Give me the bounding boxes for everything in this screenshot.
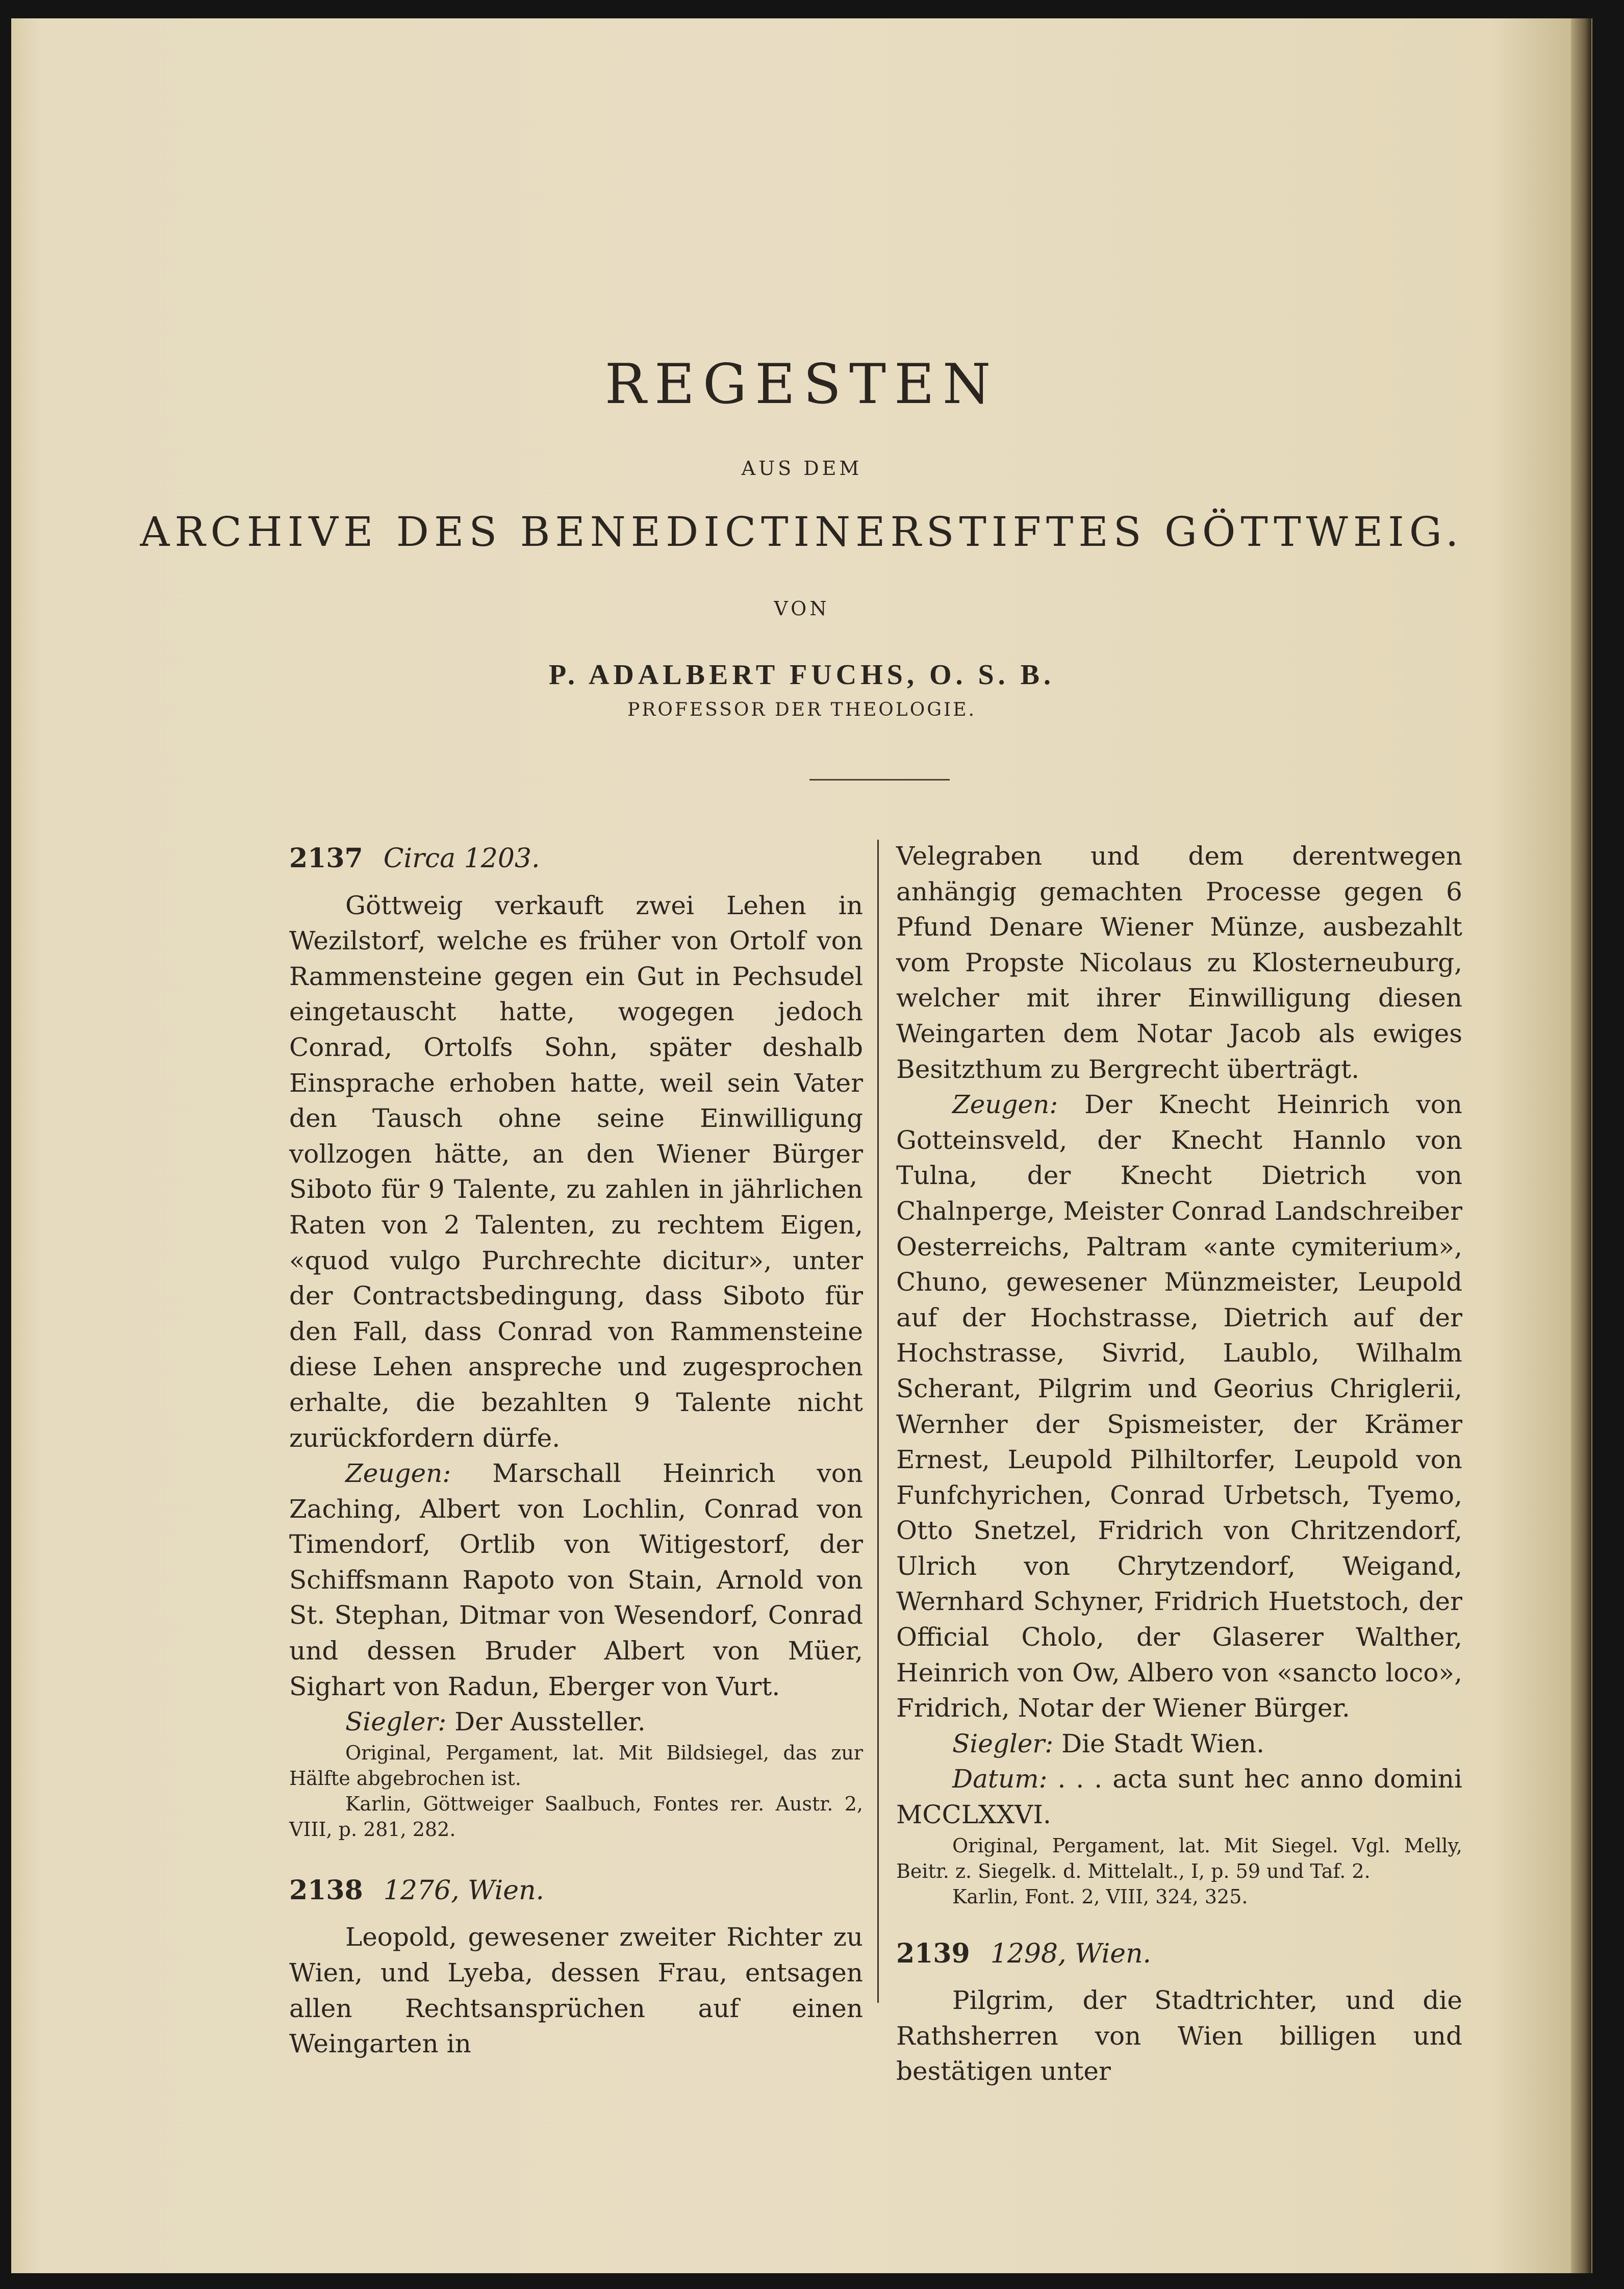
subtitle-aus-dem: AUS DEM [741,457,862,480]
archive-heading: ARCHIVE DES BENEDICTINERSTIFTES GÖTTWEIG. [140,508,1464,556]
entry-heading-2139 [896,1936,1462,1972]
book-page [11,18,1592,2273]
entry-heading-2137 [289,841,863,877]
datum-label: Datum: [952,1764,1048,1794]
entry-text-2137: Göttweig verkauft zwei Lehen in Wezilstorf, welche es früher von Ortolf von Rammensteine gegen ein Gut in Pechsudel eingetauscht hatte, wogegen jedoch Conrad, Ortolfs Sohn, später deshalb Einsprache erhoben hatte, weil sein Vater den Tausch ohne seine Einwilligung vollzogen hätte, an den Wiener Bürger Siboto für 9 Talente, zu zahlen in jährlichen Raten von 2 Talenten, zu rechtem Eigen, «quod vulgo Purchrechte dicitur», unter der Contractsbedingung, dass Siboto für den Fall, dass Conrad von Rammensteine diese Lehen anspreche und zugesprochen erhalte, die bezahlten 9 Talente nicht zurückfordern dürfe. [289,890,863,1453]
datum-text: . . . acta sunt hec anno domini MCCLXXVI. [896,1764,1462,1830]
page-edge-shadow [1571,18,1591,2273]
entry-number: 2138 [289,1874,363,1906]
entry-date: Circa 1203. [383,843,540,874]
author-title: PROFESSOR DER THEOLOGIE. [627,699,976,720]
datum-2138 [896,1762,1462,1832]
zeugen-label: Zeugen: [345,1458,451,1489]
source-note-2137-b: Karlin, Göttweiger Saalbuch, Fontes rer. Austr. 2, VIII, p. 281, 282. [289,1792,863,1841]
siegler-text: Der Aussteller. [446,1707,646,1737]
zeugen-label: Zeugen: [952,1090,1058,1120]
title-divider [809,779,950,781]
zeugen-2137 [289,1456,863,1704]
siegler-label: Siegler: [345,1707,447,1737]
byline-von: VON [774,597,830,620]
siegler-2138 [896,1726,1462,1762]
siegler-2137 [289,1704,863,1740]
entry-heading-2138 [289,1873,863,1909]
column-rule [877,840,879,2003]
source-note-2138-a: Original, Pergament, lat. Mit Siegel. Vgl. Melly, Beitr. z. Siegelk. d. Mittelalt., I, p. 59 und Taf. 2. [896,1834,1462,1882]
entry-text-2138-start: Leopold, gewesener zweiter Richter zu Wien, und Lyeba, dessen Frau, entsagen allen Rechtsansprüchen auf einen Weingarten in [289,1922,863,2059]
entry-text-2138-cont: Velegraben und dem derentwegen anhängig gemachten Processe gegen 6 Pfund Denare Wiener Münze, ausbezahlt vom Propste Nicolaus zu Klosterneuburg, welcher mit ihrer Einwilligung diesen Weingarten dem Notar Jacob als ewiges Besitzthum zu Bergrecht überträgt. [896,841,1462,1084]
zeugen-text: Der Knecht Heinrich von Gotteinsveld, der Knecht Hannlo von Tulna, der Knecht Dietrich von Chalnperge, Meister Conrad Landschreiber Oesterreichs, Paltram «ante cymiterium», Chuno, gewesener Münzmeister, Leupold auf der Hochstrasse, Dietrich auf der Hochstrasse, Sivrid, Laublo, Wilhalm Scherant, Pilgrim und Georius Chriglerii, Wernher der Spismeister, der Krämer Ernest, Leupold Pilhiltorfer, Leupold von Funfchyrichen, Conrad Urbetsch, Tyemo, Otto Snetzel, Fridrich von Chritzendorf, Ulrich von Chrytzendorf, Weigand, Wernhard Schyner, Fridrich Huetstoch, der Official Cholo, der Glaserer Walther, Heinrich von Ow, Albero von «sancto loco», Fridrich, Notar der Wiener Bürger. [896,1090,1462,1723]
zeugen-2138 [896,1087,1462,1726]
entry-number: 2137 [289,843,363,874]
entry-date: 1276, Wien. [383,1875,545,1906]
zeugen-text: Marschall Heinrich von Zaching, Albert von Lochlin, Conrad von Timendorf, Ortlib von Witigestorf, der Schiffsmann Rapoto von Stain, Arnold von St. Stephan, Ditmar von Wesendorf, Conrad und dessen Bruder Albert von Müer, Sighart von Radun, Eberger von Vurt. [289,1458,863,1701]
page-title: REGESTEN [604,353,999,416]
entry-text-2139: Pilgrim, der Stadtrichter, und die Rathsherren von Wien billigen und bestätigen unter [896,1985,1462,2086]
source-note-2138-b: Karlin, Font. 2, VIII, 324, 325. [952,1885,1248,1908]
left-column [289,841,863,2062]
entry-date: 1298, Wien. [990,1938,1152,1969]
siegler-text: Die Stadt Wien. [1053,1728,1264,1758]
author-name: P. ADALBERT FUCHS, O. S. B. [548,659,1055,691]
entry-number: 2139 [896,1938,970,1969]
siegler-label: Siegler: [952,1728,1054,1758]
right-column [896,839,1462,2090]
source-note-2137-a: Original, Pergament, lat. Mit Bildsiegel, das zur Hälfte abgebrochen ist. [289,1741,863,1790]
